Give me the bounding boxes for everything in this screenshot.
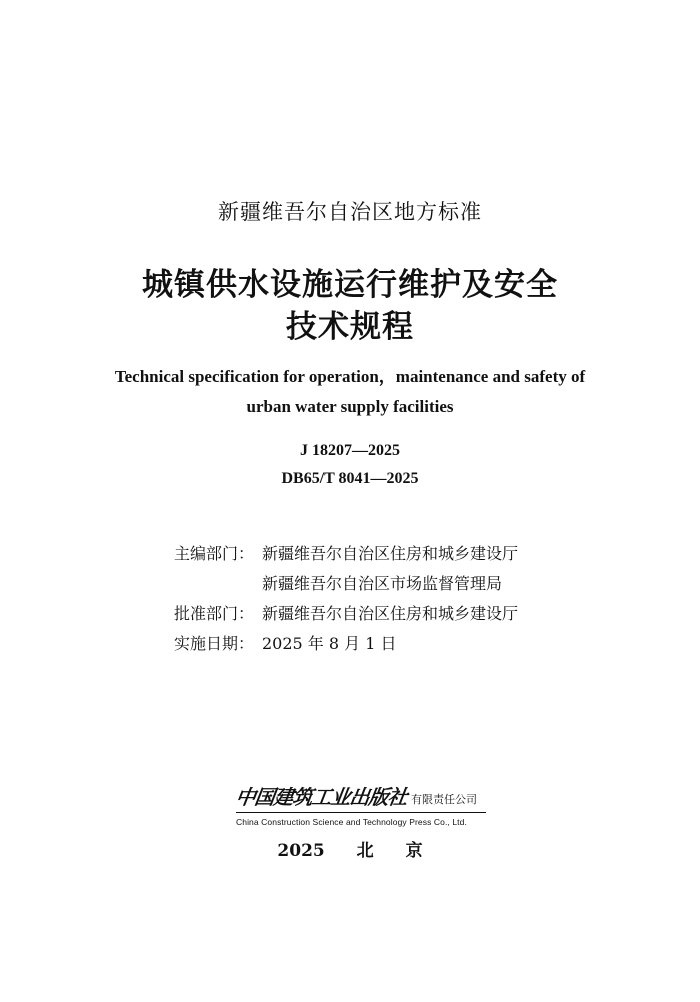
- imprint-year: 2025: [277, 841, 325, 861]
- approver-dept: 新疆维吾尔自治区住房和城乡建设厅: [262, 604, 519, 623]
- j-code: J 18207—2025: [300, 442, 400, 459]
- publisher-name-cn-row: [236, 784, 486, 813]
- publisher-name-cn-suffix: 有限责任公司: [411, 793, 477, 806]
- publisher-logo: [236, 784, 486, 832]
- effective-date: 2025 年 8 月 1 日: [262, 634, 397, 653]
- editor-dept-2: 新疆维吾尔自治区市场监督管理局: [262, 574, 503, 593]
- imprint-city-1: 北: [356, 841, 374, 861]
- imprint: [0, 836, 700, 861]
- title-cn-line1: 城镇供水设施运行维护及安全: [142, 267, 558, 303]
- editor-row-2: [174, 569, 518, 599]
- info-block: [174, 539, 518, 659]
- date-label: 实施日期：: [174, 634, 255, 653]
- date-row: [174, 629, 518, 659]
- title-en-line1: Technical specification for operation，maintenance and safety of: [114, 367, 586, 386]
- editor-dept-1: 新疆维吾尔自治区住房和城乡建设厅: [262, 544, 519, 563]
- publisher-name-en: China Construction Science and Technology Press Co., Ltd.: [236, 817, 467, 827]
- title-en-line2: urban water supply facilities: [246, 397, 454, 416]
- editor-row: [174, 539, 518, 569]
- approver-label: 批准部门：: [174, 604, 255, 623]
- db-code: DB65/T 8041—2025: [281, 470, 419, 487]
- editor-label: 主编部门：: [174, 544, 255, 563]
- standard-series: 新疆维吾尔自治区地方标准: [218, 200, 482, 224]
- title-cn-line2: 技术规程: [286, 309, 414, 345]
- publisher-name-cn: 中国建筑工业出版社: [234, 785, 409, 809]
- approver-row: [174, 599, 518, 629]
- imprint-city-2: 京: [405, 841, 423, 861]
- editor-label-spacer: [174, 569, 262, 599]
